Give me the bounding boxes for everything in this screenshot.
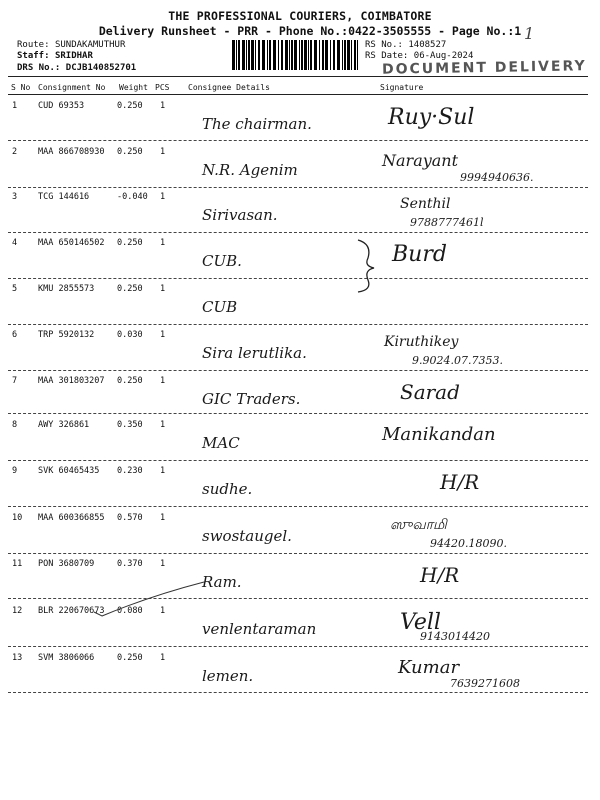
row-consignment: MAA 600366855 xyxy=(38,513,105,523)
route-info: Route: SUNDAKAMUTHUR xyxy=(17,40,126,50)
row-consignment: CUD 69353 xyxy=(38,101,85,111)
col-pcs: PCS xyxy=(155,83,170,92)
row-weight: 0.570 xyxy=(117,513,143,523)
header-top-rule xyxy=(8,76,588,77)
row-signature: Narayant xyxy=(382,151,459,170)
col-sno: S No xyxy=(11,83,31,92)
row-divider xyxy=(8,413,588,414)
row-pcs: 1 xyxy=(160,376,166,386)
row-sno: 7 xyxy=(12,376,18,386)
row-signature: H/R xyxy=(420,563,460,587)
row-weight: 0.250 xyxy=(117,376,143,386)
row-consignee: The chairman. xyxy=(202,115,312,133)
page-mark: 1 xyxy=(524,24,535,43)
row-divider xyxy=(8,324,588,325)
barcode-bar xyxy=(273,40,276,70)
row-consignment: TCG 144616 xyxy=(38,192,90,202)
rs-date-info: RS Date: 06-Aug-2024 xyxy=(365,51,474,61)
row-signature: Kumar xyxy=(398,657,460,678)
row-consignee: GIC Traders. xyxy=(202,390,301,408)
barcode-bar xyxy=(255,40,256,70)
barcode-bar xyxy=(269,40,271,70)
barcode xyxy=(232,40,358,70)
row-weight: 0.250 xyxy=(117,101,143,111)
row-phone: 9143014420 xyxy=(420,630,490,643)
row-sno: 3 xyxy=(12,192,18,202)
row-consignee: Ram. xyxy=(202,573,242,591)
row-divider xyxy=(8,506,588,507)
row-consignment: TRP 5920132 xyxy=(38,330,95,340)
barcode-bar xyxy=(278,40,279,70)
barcode-bar xyxy=(314,40,317,70)
barcode-bar xyxy=(238,40,240,70)
header-bottom-rule xyxy=(8,94,588,95)
row-weight: 0.250 xyxy=(117,653,143,663)
row-divider xyxy=(8,553,588,554)
barcode-bar xyxy=(308,40,309,70)
row-divider xyxy=(8,646,588,647)
row-pcs: 1 xyxy=(160,284,166,294)
row-pcs: 1 xyxy=(160,466,166,476)
row-sno: 8 xyxy=(12,420,18,430)
row-sno: 13 xyxy=(12,653,23,663)
row-sno: 10 xyxy=(12,513,23,523)
row-consignee: CUB. xyxy=(202,252,242,270)
row-weight: -0.040 xyxy=(117,192,148,202)
brace-mark xyxy=(352,238,382,294)
row-divider xyxy=(8,140,588,141)
row-pcs: 1 xyxy=(160,420,166,430)
barcode-bar xyxy=(304,40,307,70)
row-sno: 5 xyxy=(12,284,18,294)
row-divider xyxy=(8,692,588,693)
row-consignment: AWY 326861 xyxy=(38,420,90,430)
row-consignee: Sirivasan. xyxy=(202,206,278,224)
col-consignee: Consignee Details xyxy=(188,83,270,92)
row-divider xyxy=(8,187,588,188)
route-value: SUNDAKAMUTHUR xyxy=(54,40,126,50)
rs-no-value: 1408527 xyxy=(408,40,447,50)
runsheet-subtitle: Delivery Runsheet - PRR - Phone No.:0422-3505555 - Page No.:1 xyxy=(98,24,522,38)
row-divider xyxy=(8,460,588,461)
row-consignee: Sira lerutlika. xyxy=(202,344,307,362)
row-pcs: 1 xyxy=(160,238,166,248)
row-sno: 1 xyxy=(12,101,18,111)
row-pcs: 1 xyxy=(160,513,166,523)
row-weight: 0.250 xyxy=(117,238,143,248)
barcode-bar xyxy=(285,40,288,70)
rs-date-value: 06-Aug-2024 xyxy=(413,51,474,61)
row-signature: Senthil xyxy=(400,196,451,212)
barcode-bar xyxy=(242,40,245,70)
barcode-bar xyxy=(337,40,340,70)
staff-info: Staff: SRIDHAR xyxy=(17,51,93,61)
row-sno: 2 xyxy=(12,147,18,157)
rs-no-info: RS No.: 1408527 xyxy=(365,40,447,50)
row-sno: 6 xyxy=(12,330,18,340)
row-divider xyxy=(8,370,588,371)
barcode-bar xyxy=(251,40,254,70)
barcode-bar xyxy=(344,40,346,70)
row-sno: 4 xyxy=(12,238,18,248)
row-consignee: lemen. xyxy=(202,667,254,685)
barcode-bar xyxy=(333,40,335,70)
row-consignment: SVM 3806066 xyxy=(38,653,95,663)
barcode-bar xyxy=(319,40,320,70)
barcode-bar xyxy=(347,40,350,70)
barcode-bar xyxy=(322,40,324,70)
barcode-bar xyxy=(357,40,358,70)
company-name: THE PROFESSIONAL COURIERS, COIMBATORE xyxy=(168,9,432,23)
barcode-bar xyxy=(351,40,352,70)
row-weight: 0.230 xyxy=(117,466,143,476)
document-delivery-stamp: DOCUMENT DELIVERY xyxy=(381,58,587,78)
row-pcs: 1 xyxy=(160,147,166,157)
row-weight: 0.250 xyxy=(117,284,143,294)
row-weight: 0.080 xyxy=(117,606,143,616)
col-signature: Signature xyxy=(380,83,424,92)
barcode-bar xyxy=(236,40,237,70)
row-consignment: KMU 2855573 xyxy=(38,284,95,294)
row-consignee: sudhe. xyxy=(202,480,253,498)
barcode-bar xyxy=(299,40,300,70)
row-phone: 9788777461l xyxy=(410,216,484,229)
row-pcs: 1 xyxy=(160,101,166,111)
row-consignee: CUB xyxy=(202,298,238,316)
row-consignment: SVK 60465435 xyxy=(38,466,100,476)
row-divider xyxy=(8,278,588,279)
row-weight: 0.350 xyxy=(117,420,143,430)
row-sno: 9 xyxy=(12,466,18,476)
row-consignee: swostaugel. xyxy=(202,527,292,545)
row-divider xyxy=(8,232,588,233)
row-consignment: MAA 650146502 xyxy=(38,238,105,248)
row-consignee: MAC xyxy=(202,434,240,452)
row-signature: ஸுவாமி xyxy=(390,517,447,533)
barcode-bar xyxy=(246,40,247,70)
row-pcs: 1 xyxy=(160,330,166,340)
barcode-bar xyxy=(342,40,343,70)
barcode-bar xyxy=(330,40,331,70)
row-pcs: 1 xyxy=(160,653,166,663)
row-signature: Kiruthikey xyxy=(384,334,459,350)
col-weight: Weight xyxy=(119,83,148,92)
barcode-bar xyxy=(301,40,303,70)
row-signature: Burd xyxy=(392,242,447,267)
row-pcs: 1 xyxy=(160,192,166,202)
row-weight: 0.370 xyxy=(117,559,143,569)
drs-info: DRS No.: DCJB140852701 xyxy=(17,63,137,73)
row-pcs: 1 xyxy=(160,606,166,616)
barcode-bar xyxy=(281,40,283,70)
barcode-bar xyxy=(232,40,235,70)
row-consignment: MAA 866708930 xyxy=(38,147,105,157)
row-consignee: N.R. Agenim xyxy=(202,161,298,179)
row-phone: 9994940636. xyxy=(460,171,534,184)
row-phone: 94420.18090. xyxy=(430,537,507,550)
barcode-bar xyxy=(294,40,297,70)
row-signature: Ruy·Sul xyxy=(388,105,475,130)
barcode-bar xyxy=(289,40,290,70)
barcode-bar xyxy=(354,40,356,70)
row-phone: 9.9024.07.7353. xyxy=(412,354,503,367)
tick-mark xyxy=(90,578,210,618)
barcode-bar xyxy=(262,40,265,70)
row-signature: Sarad xyxy=(400,380,460,404)
row-consignee: venlentaraman xyxy=(202,620,317,638)
row-sno: 12 xyxy=(12,606,23,616)
barcode-bar xyxy=(248,40,250,70)
row-signature: H/R xyxy=(440,470,480,494)
barcode-bar xyxy=(258,40,260,70)
row-consignment: BLR 220670673 xyxy=(38,606,105,616)
barcode-bar xyxy=(310,40,312,70)
row-phone: 7639271608 xyxy=(450,677,520,690)
row-sno: 11 xyxy=(12,559,23,569)
row-weight: 0.030 xyxy=(117,330,143,340)
drs-value: DCJB140852701 xyxy=(65,63,137,73)
barcode-bar xyxy=(291,40,293,70)
barcode-bar xyxy=(325,40,328,70)
row-pcs: 1 xyxy=(160,559,166,569)
col-consignment: Consignment No xyxy=(38,83,106,92)
row-weight: 0.250 xyxy=(117,147,143,157)
row-consignment: PON 3680709 xyxy=(38,559,95,569)
row-consignment: MAA 301803207 xyxy=(38,376,105,386)
staff-value: SRIDHAR xyxy=(54,51,93,61)
barcode-bar xyxy=(267,40,268,70)
row-signature: Manikandan xyxy=(382,424,496,445)
row-signature: Vell xyxy=(400,610,441,635)
